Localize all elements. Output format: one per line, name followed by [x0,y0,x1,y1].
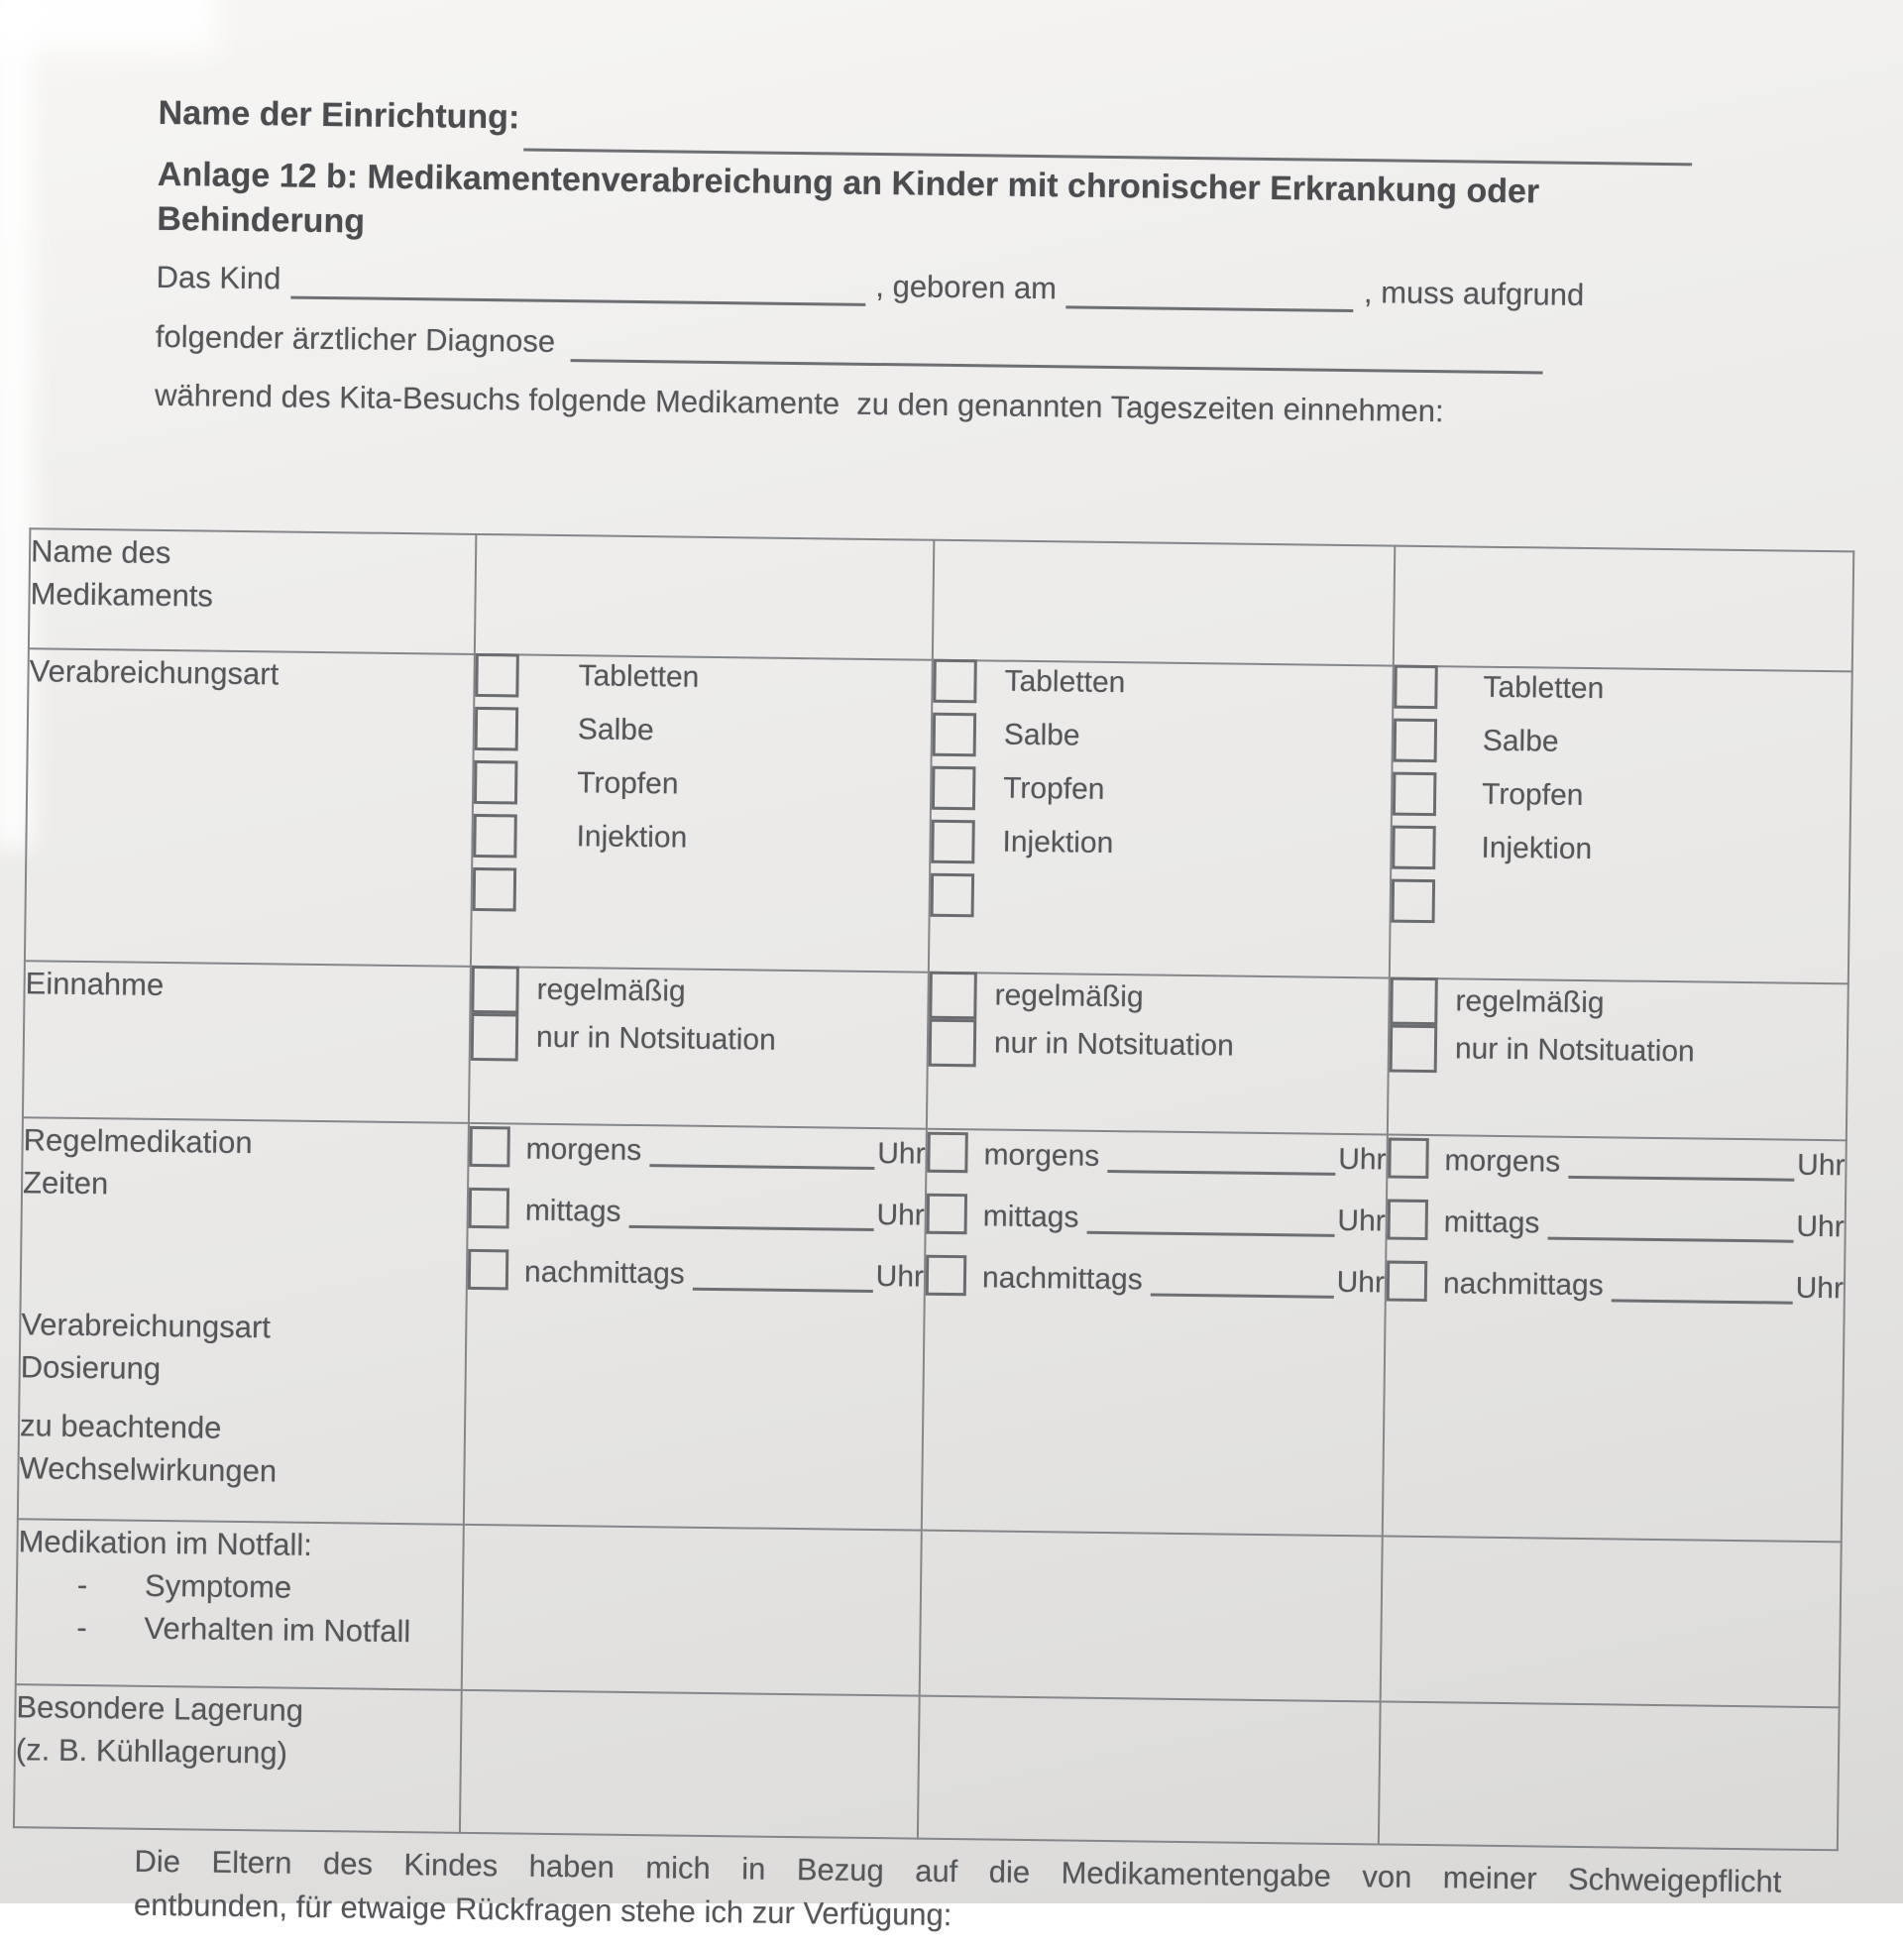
uhr-label: Uhr [1337,1204,1386,1238]
storage-row-label: Besondere Lagerung (z. B. Kühllagerung) [14,1684,462,1833]
confidentiality-line1: Die Eltern des Kindes haben mich in Bezug auf die Medikamentengabe von meiner Schweigepflicht [134,1843,1782,1899]
uhr-label: Uhr [1336,1265,1386,1300]
uhr-label: Uhr [1795,1271,1845,1306]
row-administration-type [25,648,1852,983]
col1-tabletten-checkbox[interactable] [475,653,519,698]
form-title-line2: Behinderung [157,199,366,241]
col2-nachmittags-time-blank[interactable] [1151,1264,1334,1299]
row-medication-name [29,528,1853,671]
col3-mittags-checkbox[interactable] [1388,1200,1429,1241]
facility-name-blank[interactable] [523,105,1693,167]
col3-notsituation-checkbox[interactable] [1390,1025,1438,1074]
interactions-label: zu beachtende Wechselwirkungen [19,1408,278,1489]
administration-cell-col3: Tabletten Salbe Tropfen Injektion [1390,666,1852,984]
row-intake [23,961,1848,1140]
col1-nachmittags-checkbox[interactable] [468,1249,509,1291]
col3-tropfen-checkbox[interactable] [1393,772,1437,817]
administration-cell-col2: Tabletten Salbe Tropfen Injektion [929,660,1394,978]
col2-morgens-checkbox[interactable] [927,1132,968,1174]
regular-medication-row-label [18,1117,469,1525]
col3-regelmaessig-checkbox[interactable] [1390,977,1438,1026]
col3-salbe-checkbox[interactable] [1394,719,1438,763]
child-name-blank[interactable] [290,257,865,306]
facility-name-line [158,71,1693,166]
diagnosis-line [156,305,1544,375]
col2-mittags-checkbox[interactable] [927,1194,968,1235]
col3-tabletten-checkbox[interactable] [1394,665,1438,710]
emergency-bullet-verhalten: - Verhalten im Notfall [76,1609,411,1650]
times-cell-col1: morgens Uhr mittags Uhr nachmittags Uhr [464,1123,927,1531]
col1-mittags-checkbox[interactable] [469,1188,510,1229]
child-label: Das Kind [156,259,281,296]
col3-morgens-checkbox[interactable] [1388,1138,1429,1180]
row-emergency-medication [16,1519,1842,1707]
storage-notes-cell-col1[interactable] [460,1690,920,1839]
facility-name-label: Name der Einrichtung: [158,93,520,137]
emergency-notes-cell-col3[interactable] [1381,1537,1842,1708]
confidentiality-statement [134,1840,1782,1948]
medication-name-input-cell-col1[interactable] [475,534,934,660]
medication-name-input-cell-col2[interactable] [933,540,1395,666]
intake-cell-col1: regelmäßig nur in Notsituation [469,967,929,1129]
medication-table [13,527,1854,1851]
col2-salbe-checkbox[interactable] [933,713,977,757]
col2-tropfen-checkbox[interactable] [932,766,976,811]
emergency-row-label: Medikation im Notfall: - Symptome - Verhalten im Notfall [16,1519,464,1690]
col3-nachmittags-time-blank[interactable] [1611,1269,1792,1304]
emergency-notes-cell-col2[interactable] [920,1531,1383,1702]
diagnosis-blank[interactable] [571,319,1543,374]
form-title-line1: Anlage 12 b: Medikamentenverabreichung an Kinder mit chronischer Erkrankung oder [157,155,1540,211]
form-title [157,153,1743,262]
medication-name-input-cell-col3[interactable] [1394,546,1853,672]
regular-times-label: Regelmedikation Zeiten [22,1122,253,1202]
intake-cell-col2: regelmäßig nur in Notsituation [927,973,1390,1135]
reason-label: , muss aufgrund [1363,275,1585,312]
col1-notsituation-checkbox[interactable] [471,1013,519,1062]
intake-row-label: Einnahme [23,961,471,1123]
administration-cell-col1: Tabletten Salbe Tropfen Injektion [471,654,933,973]
storage-notes-cell-col2[interactable] [918,1696,1381,1845]
uhr-label: Uhr [1796,1209,1845,1244]
row-regular-medication [18,1117,1847,1542]
uhr-label: Uhr [877,1137,926,1171]
col3-nachmittags-checkbox[interactable] [1387,1261,1428,1303]
col2-nachmittags-checkbox[interactable] [926,1255,967,1297]
col2-morgens-time-blank[interactable] [1107,1140,1335,1176]
col2-regelmaessig-checkbox[interactable] [929,972,977,1020]
col2-mittags-time-blank[interactable] [1086,1202,1334,1237]
col1-other-checkbox[interactable] [473,867,517,912]
col1-mittags-time-blank[interactable] [628,1196,873,1231]
col2-injektion-checkbox[interactable] [931,820,975,864]
col3-other-checkbox[interactable] [1392,879,1436,924]
administration-row-label: Verabreichungsart [25,648,475,967]
uhr-label: Uhr [876,1199,925,1232]
times-cell-col3: morgens Uhr mittags Uhr nachmittags Uhr [1383,1135,1847,1543]
col1-salbe-checkbox[interactable] [475,707,519,751]
uhr-label: Uhr [1796,1148,1846,1183]
col1-morgens-time-blank[interactable] [649,1134,874,1170]
col2-other-checkbox[interactable] [931,873,975,918]
col3-morgens-time-blank[interactable] [1568,1146,1794,1182]
col3-mittags-time-blank[interactable] [1547,1207,1793,1243]
times-cell-col2: morgens Uhr mittags Uhr nachmittags Uhr [922,1129,1388,1537]
row-special-storage [14,1684,1840,1850]
col1-injektion-checkbox[interactable] [473,814,517,859]
diagnosis-label: folgender ärztlicher Diagnose [155,318,556,359]
storage-notes-cell-col3[interactable] [1379,1701,1840,1850]
schedule-instruction: während des Kita-Besuchs folgende Medikamente zu den genannten Tageszeiten einnehmen: [154,377,1444,429]
medication-name-row-label: Name des Medikaments [29,528,476,654]
birthdate-blank[interactable] [1066,266,1355,312]
col1-regelmaessig-checkbox[interactable] [471,966,519,1014]
emergency-notes-cell-col1[interactable] [462,1525,922,1696]
col2-notsituation-checkbox[interactable] [929,1019,977,1068]
intake-cell-col3: regelmäßig nur in Notsituation [1388,978,1848,1141]
confidentiality-line2: entbunden, für etwaige Rückfragen stehe ich zur Verfügung: [133,1887,952,1933]
uhr-label: Uhr [875,1260,925,1294]
dosage-label: Verabreichungsart Dosierung [20,1307,272,1387]
col3-injektion-checkbox[interactable] [1392,826,1436,870]
col2-tabletten-checkbox[interactable] [933,659,977,704]
born-label: , geboren am [875,268,1058,306]
col1-tropfen-checkbox[interactable] [474,760,518,805]
col1-nachmittags-time-blank[interactable] [693,1258,873,1293]
uhr-label: Uhr [1337,1142,1387,1177]
emergency-bullet-symptome: - Symptome [76,1566,292,1605]
col1-morgens-checkbox[interactable] [469,1126,510,1168]
